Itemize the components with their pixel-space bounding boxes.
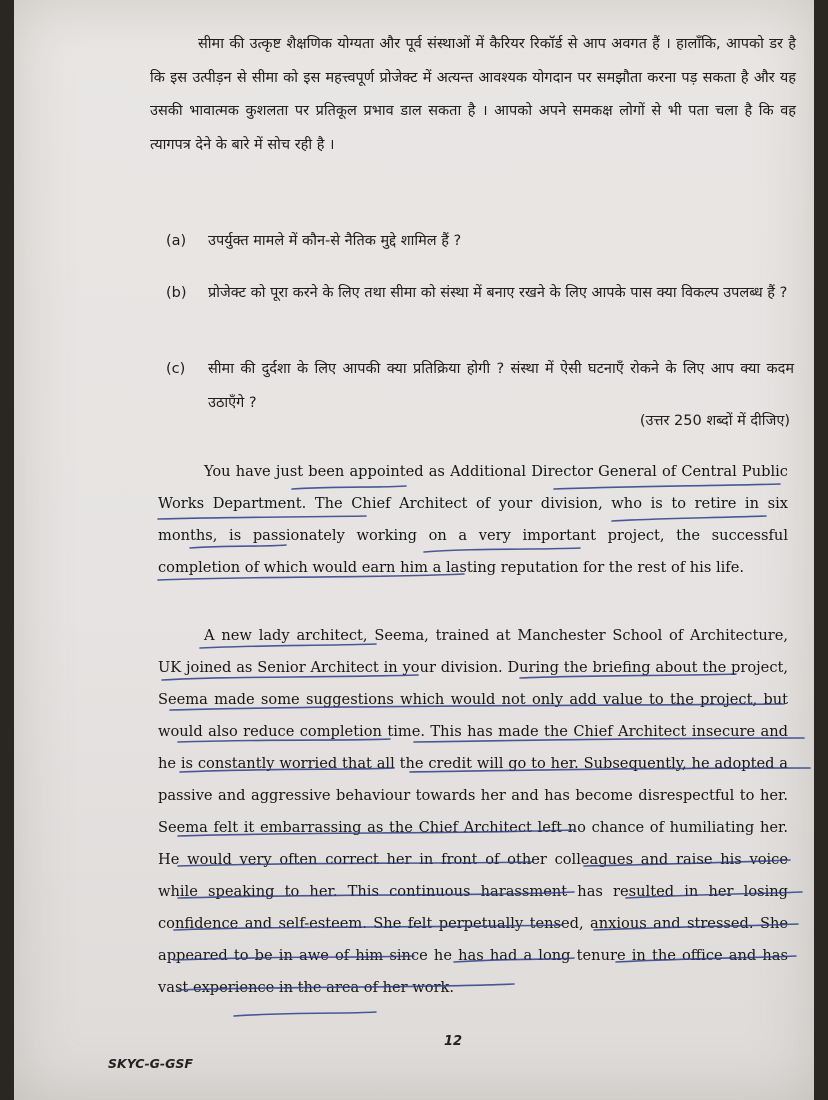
case-paragraph-2: A new lady architect, Seema, trained at Manchester School of Architecture, UK joined as Senior Architect in your division. During the briefing about the project, Seema made some suggestions which would not only add value to the project, but would also reduce completion time. This has made the Chief Architect insecure and he is constantly worried that all the credit will go to her. Subsequently, he adopted a passive and aggressive behaviour towards her and has become disrespectful to her. Seema felt it embarrassing as the Chief Architect left no chance of humiliating her. He would very often correct her in front of other colleagues and raise his voice while speaking to her. This continuous harassment has resulted in her losing confidence and self-esteem. She felt perpetually tensed, anxious and stressed. She appeared to be in awe of him since he has had a long tenure in the office and has vast experience in the area of her work. [158,627,788,996]
page-number: 12 [444,1034,463,1049]
underline-stroke [234,1012,376,1016]
case-paragraph-1: You have just been appointed as Additional Director General of Central Public Works Department. The Chief Architect of your division, who is to retire in six months, is passionately working on a very important project, the successful completion of which would earn him a lasting reputation for the rest of his life. [158,463,788,576]
question-b-label: (b) [166,285,187,301]
hindi-paragraph: सीमा की उत्कृष्ट शैक्षणिक योग्यता और पूर्व संस्थाओं में कैरियर रिकॉर्ड से आप अवगत हैं । हालाँकि, आपको डर है कि इस उत्पीड़न से सीमा को इस महत्त्वपूर्ण प्रोजेक्ट में अत्यन्त आवश्यक योगदान पर समझौता करना पड़ सकता है और यह उसकी भावात्मक कुशलता पर प्रतिकूल प्रभाव डाल सकता है । आपको अपने समकक्ष लोगों से भी पता चला है कि वह त्यागपत्र देने के बारे में सोच रही है । [150,36,796,153]
exam-page [14,0,814,1100]
question-b-text: प्रोजेक्ट को पूरा करने के लिए तथा सीमा को संस्था में बनाए रखने के लिए आपके पास क्या विकल्प उपलब्ध हैं ? [208,285,788,301]
word-limit-note: (उत्तर 250 शब्दों में दीजिए) [639,413,790,429]
question-c-label: (c) [166,361,186,377]
question-a-text: उपर्युक्त मामले में कौन-से नैतिक मुद्दे शामिल हैं ? [208,233,462,249]
question-a-label: (a) [166,233,187,249]
question-c-text: सीमा की दुर्दशा के लिए आपकी क्या प्रतिक्रिया होगी ? संस्था में ऐसी घटनाएँ रोकने के लिए आप क्या कदम उठाएँगे ? [208,361,794,411]
paper-code: SKYC-G-GSF [108,1056,193,1071]
